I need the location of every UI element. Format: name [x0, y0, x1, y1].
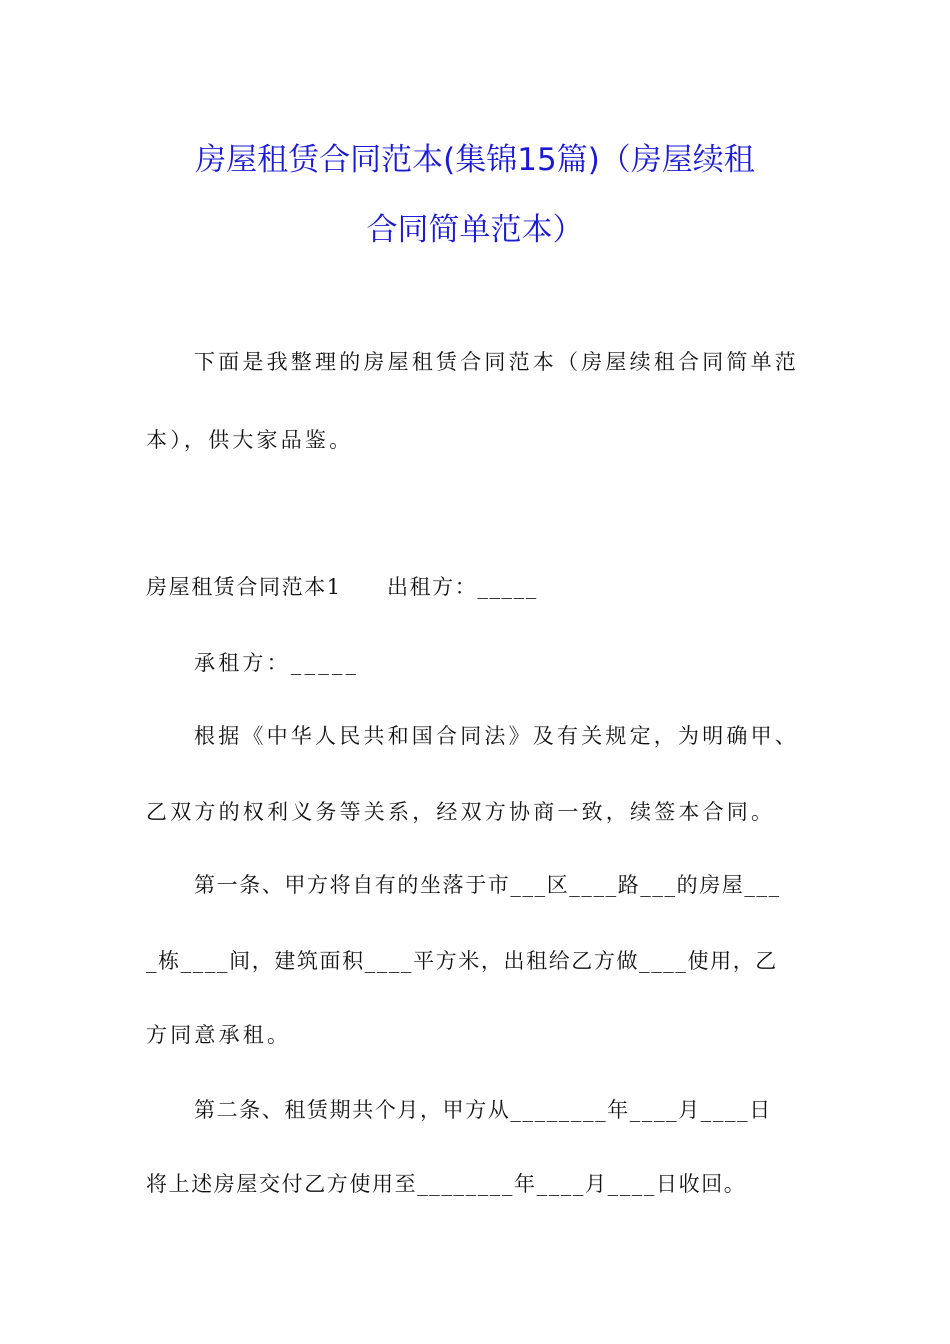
contract-heading: 房屋租赁合同范本1 出租方：_____ — [146, 575, 538, 599]
document-title-line-2: 合同简单范本） — [366, 212, 584, 248]
basis-paragraph-line-2: 乙双方的权利义务等关系，经双方协商一致，续签本合同。 — [146, 800, 776, 824]
article-2-line-1: 第二条、租赁期共个月，甲方从________年____月____日 — [194, 1098, 772, 1122]
document-title-line-1: 房屋租赁合同范本(集锦15篇)（房屋续租 — [195, 142, 755, 178]
article-1-line-2: _栋____间，建筑面积____平方米，出租给乙方做____使用，乙 — [146, 949, 778, 973]
article-1-line-3: 方同意承租。 — [146, 1023, 292, 1047]
lessee-line: 承租方：_____ — [194, 651, 360, 675]
basis-paragraph-line-1: 根据《中华人民共和国合同法》及有关规定，为明确甲、 — [194, 724, 799, 748]
intro-paragraph-line-1: 下面是我整理的房屋租赁合同范本（房屋续租合同简单范 — [194, 350, 799, 374]
article-1-line-1: 第一条、甲方将自有的坐落于市___区____路___的房屋___ — [194, 873, 781, 897]
article-2-line-2: 将上述房屋交付乙方使用至________年____月____日收回。 — [146, 1172, 747, 1196]
intro-paragraph-line-2: 本），供大家品鉴。 — [146, 428, 354, 452]
